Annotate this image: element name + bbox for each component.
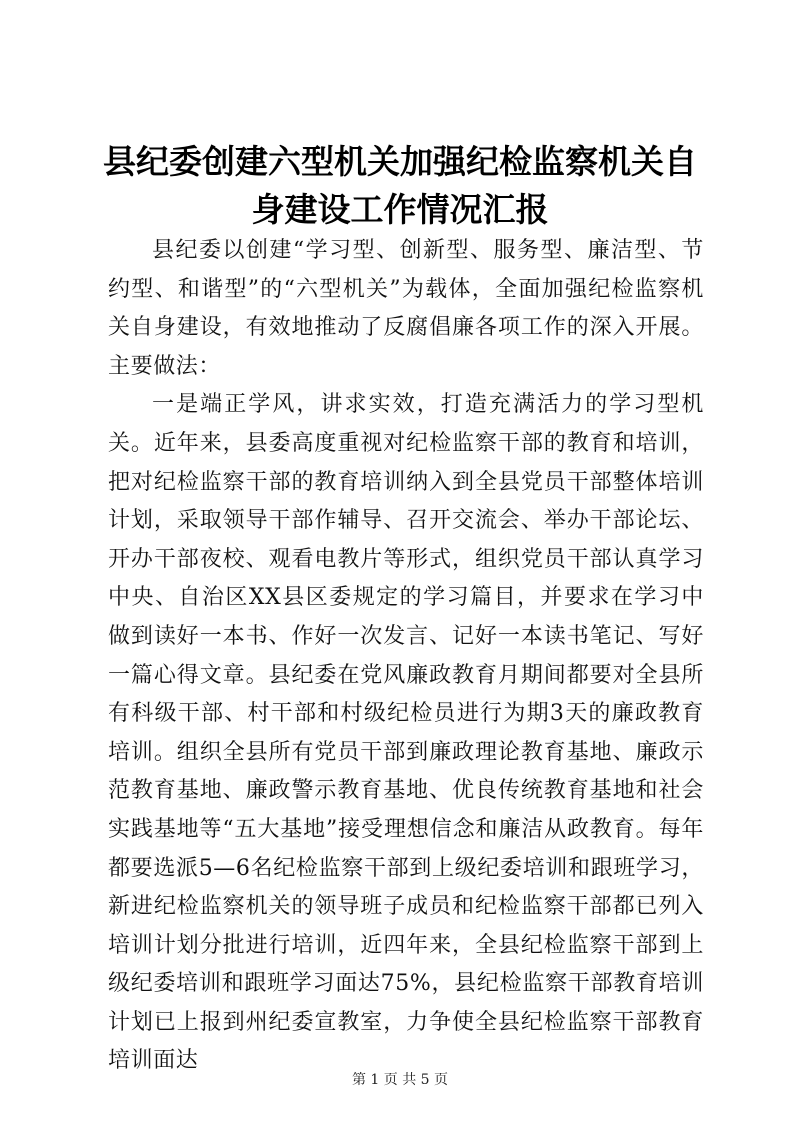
- page-number: 第 1 页 共 5 页: [351, 1072, 449, 1088]
- paragraph-learning: 一是端正学风，讲求实效，打造充满活力的学习型机关。近年来，县委高度重视对纪检监察干部的教育和培训，把对纪检监察干部的教育培训纳入到全县党员干部整体培训计划，采取领导干部作辅导、召开交流会、举办干部论坛、开办干部夜校、观看电教片等形式，组织党员干部认真学习中央、自治区XX县区委规定的学习篇目，并要求在学习中做到读好一本书、作好一次发言、记好一本读书笔记、写好一篇心得文章。县纪委在党风廉政教育月期间都要对全县所有科级干部、村干部和村级纪检员进行为期3天的廉政教育培训。组织全县所有党员干部到廉政理论教育基地、廉政示范教育基地、廉政警示教育基地、优良传统教育基地和社会实践基地等“五大基地”接受理想信念和廉洁从政教育。每年都要选派5—6名纪检监察干部到上级纪委培训和跟班学习，新进纪检监察机关的领导班子成员和纪检监察干部都已列入培训计划分批进行培训，近四年来，全县纪检监察干部到上级纪委培训和跟班学习面达75%，县纪检监察干部教育培训计划已上报到州纪委宣教室，力争使全县纪检监察干部教育培训面达: [108, 392, 704, 1074]
- document-body: [108, 232, 704, 1081]
- paragraph-intro: 县纪委以创建“学习型、创新型、服务型、廉洁型、节约型、和谐型”的“六型机关”为载体，全面加强纪检监察机关自身建设，有效地推动了反腐倡廉各项工作的深入开展。主要做法：: [108, 238, 704, 379]
- page-footer: [0, 1070, 800, 1090]
- document-title: 县纪委创建六型机关加强纪检监察机关自身建设工作情况汇报: [103, 142, 697, 229]
